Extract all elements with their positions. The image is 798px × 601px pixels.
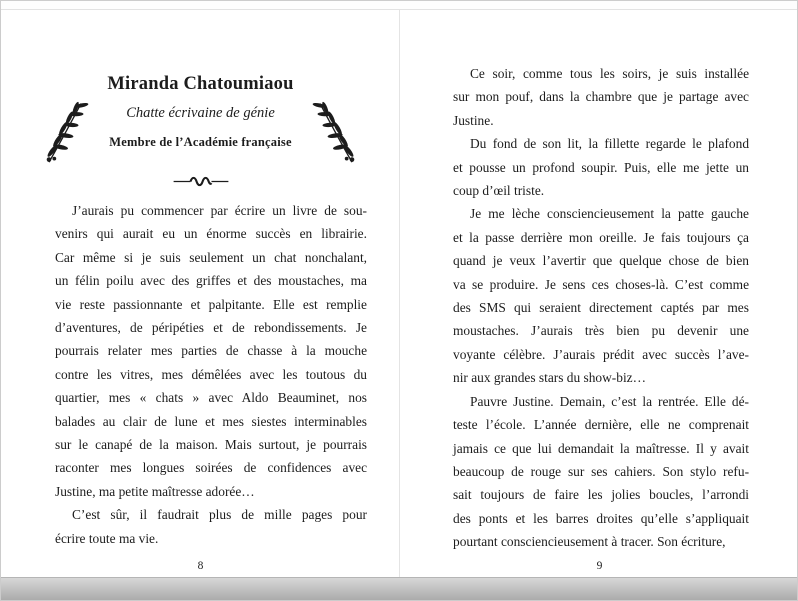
text-line: des SMS qui seraient directement captés par mes	[453, 300, 749, 316]
author-membership: Membre de l’Académie française	[109, 135, 292, 149]
text-line: Justine, ma petite maîtresse adorée…	[55, 483, 255, 499]
page-gutter-divider	[399, 10, 400, 578]
squiggle-divider-icon	[1, 175, 400, 193]
text-line: moustaches. J’aurais très bien pu devenir une	[453, 323, 749, 339]
text-line: et pousse un profond soupir. Puis, elle me jette un	[453, 159, 750, 175]
paragraph	[55, 503, 367, 550]
text-line: va se produire. Je sens ces choses-là. C’est comme	[453, 276, 750, 292]
text-line: Justine.	[453, 112, 494, 128]
text-line: quartier, mes « chats » avec Aldo Beauminet, nos	[55, 390, 367, 406]
text-line: C’est sûr, il faudrait plus de mille pages pour	[72, 507, 367, 523]
right-page	[400, 10, 798, 578]
text-line: écrire toute ma vie.	[55, 530, 159, 546]
author-subtitle: Chatte écrivaine de génie	[126, 105, 275, 121]
text-line: et la passe derrière mon oreille. Je fais toujours ça	[453, 229, 749, 245]
text-line: pourrais relater mes parties de chasse à la mouche	[55, 343, 368, 359]
left-page-body	[55, 199, 367, 550]
text-line: beaucoup de rouge sur ses cahiers. Son stylo refu-	[453, 463, 750, 479]
paragraph	[453, 62, 749, 132]
olive-branch-right-icon	[312, 94, 360, 170]
text-line: voyante célèbre. J’aurais prédit avec succès l’ave-	[453, 346, 750, 362]
text-line: sait toujours de faire les jolies boucles, l’arrondi	[453, 487, 750, 503]
text-line: balades au clair de lune et mes siestes interminables	[55, 413, 367, 429]
paragraph	[55, 199, 367, 503]
text-line: raconter mes longues soirées de confidences avec	[55, 460, 368, 476]
text-line: Du fond de son lit, la fillette regarde le plafond	[470, 136, 750, 152]
text-line: Car même si je suis seulement un chat nonchalant,	[55, 249, 368, 265]
text-line: J’aurais pu commencer par écrire un livre de sou-	[72, 203, 367, 218]
paragraph	[453, 132, 749, 202]
text-line: venirs qui aurait eu un énorme succès en librairie.	[55, 226, 367, 242]
text-line: jamais ce que lui demandait la maîtresse. Il y avait	[453, 440, 749, 456]
text-line: d’aventures, de péripéties et de rebondissements. Je	[55, 320, 367, 336]
left-page-number: 8	[197, 560, 204, 572]
book-spread	[1, 9, 797, 578]
text-line: pourtant consciencieusement à tracer. Son écriture,	[453, 534, 726, 550]
text-line: quand je veux l’avertir que quelque chose de bien	[453, 253, 749, 269]
author-title: Miranda Chatoumiaou	[107, 74, 294, 94]
right-page-body	[453, 62, 749, 554]
text-line: un félin poilu avec des griffes et des moustaches, ma	[55, 273, 367, 289]
paragraph	[453, 202, 749, 389]
text-line: nir aux grandes stars du show-biz…	[453, 370, 647, 386]
text-line: Ce soir, comme tous les soirs, je suis installée	[470, 66, 750, 81]
paragraph	[453, 390, 749, 554]
text-line: contre les vitres, mes démêlées avec les toutous du	[55, 366, 367, 382]
right-page-number: 9	[596, 560, 603, 572]
text-line: sur mon pouf, dans la chambre que je partage avec	[453, 89, 749, 105]
text-line: des ponts et les barres droites qu’elle s’appliquait	[453, 510, 749, 526]
text-line: coup d’œil triste.	[453, 183, 545, 199]
text-line: Pauvre Justine. Demain, c’est la rentrée. Elle dé-	[470, 393, 750, 409]
left-page	[1, 10, 400, 578]
text-line: sur le canapé de la maison. Mais surtout, je pourrais	[55, 437, 368, 453]
text-line: teste l’école. L’année dernière, elle ne comprenait	[453, 417, 750, 433]
reader-bottom-bar	[1, 577, 797, 600]
text-line: Je me lèche consciencieusement la patte gauche	[470, 206, 749, 222]
text-line: vie reste passionnante et palpitante. Elle est remplie	[55, 296, 367, 312]
